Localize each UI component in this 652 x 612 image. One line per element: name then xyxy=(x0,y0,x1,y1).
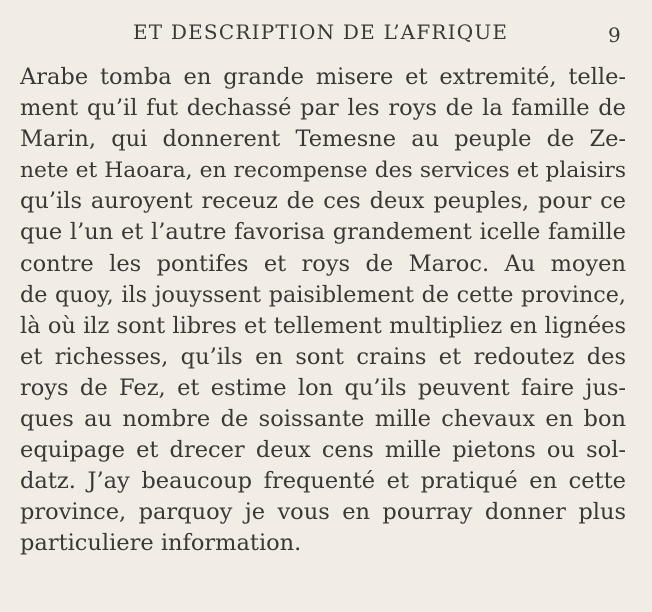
text-line: Arabe tomba en grande misere et extremité, telle- xyxy=(20,64,626,90)
text-line: roys de Fez, et estime lon qu’ils peuvent faire jus- xyxy=(20,374,626,401)
text-line: datz. J’ay beaucoup frequenté et pratiqué en cette xyxy=(20,468,626,495)
running-title: ET DESCRIPTION DE L’AFRIQUE xyxy=(133,20,509,44)
text-line: là où ilz sont libres et tellement multipliez en lignées xyxy=(20,312,626,339)
text-line: Marin, qui donnerent Temesne au peuple de Ze- xyxy=(20,126,626,153)
text-line: que l’un et l’autre favorisa grandement icelle famille xyxy=(20,219,626,246)
text-line: et richesses, qu’ils en sont crains et redoutez des xyxy=(20,343,626,370)
text-line: de quoy, ils jouyssent paisiblement de cette province, xyxy=(20,281,626,308)
text-line: equipage et drecer deux cens mille pietons ou sol- xyxy=(20,437,626,464)
text-line: qu’ils auroyent receuz de ces deux peuples, pour ce xyxy=(20,188,626,215)
page-number: 9 xyxy=(608,23,621,47)
text-line: ques au nombre de soissante mille chevaux en bon xyxy=(20,406,626,433)
text-line: ment qu’il fut dechassé par les roys de la famille de xyxy=(20,95,626,122)
text-line: province, parquoy je vous en pourray donner plus xyxy=(20,499,626,526)
text-line: particuliere information. xyxy=(20,530,302,557)
text-line: contre les pontifes et roys de Maroc. Au moyen xyxy=(20,250,626,277)
text-line: nete et Haoara, en recompense des services et plaisirs xyxy=(20,158,626,184)
body-paragraph xyxy=(20,62,626,560)
